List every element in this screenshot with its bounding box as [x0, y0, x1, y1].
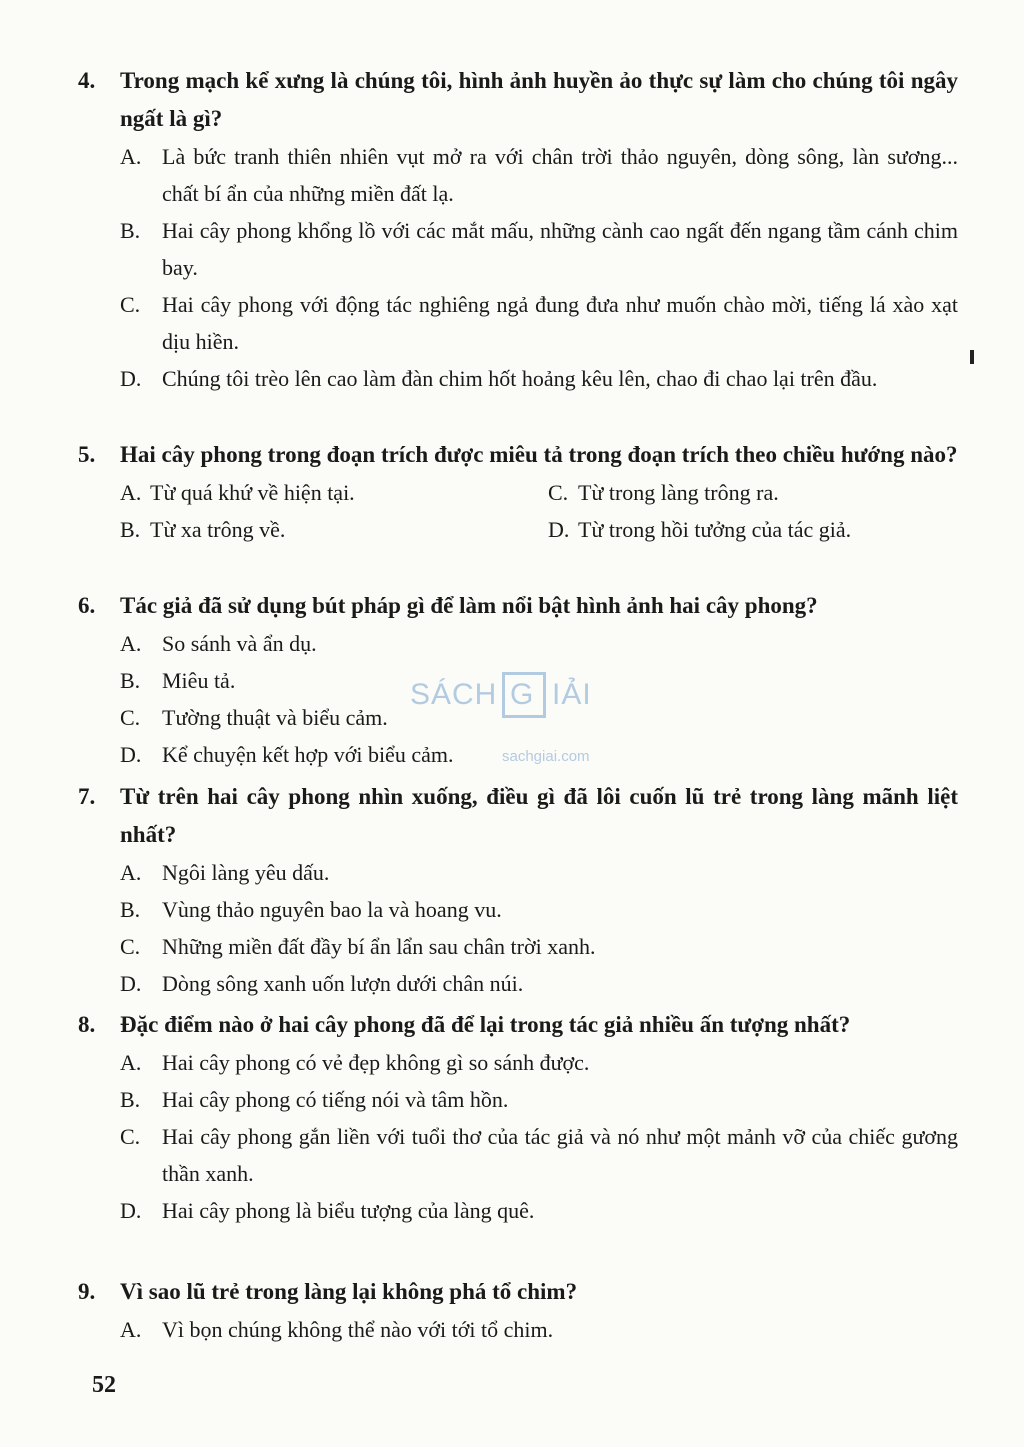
question-number: 7.: [78, 784, 96, 809]
option-a: [120, 625, 958, 662]
option-d: [548, 511, 958, 548]
option-letter: D.: [120, 366, 142, 391]
option-text: Vì bọn chúng không thể nào với tới tổ chim.: [162, 1317, 554, 1342]
options-list: [120, 1311, 958, 1348]
question-number: 5.: [78, 442, 96, 467]
option-c: [120, 1118, 958, 1192]
option-letter: C.: [120, 934, 141, 959]
option-text: Hai cây phong gắn liền với tuổi thơ của tác giả và nó như một mảnh vỡ của chiếc gương thần xanh.: [162, 1124, 958, 1186]
option-text: Tường thuật và biểu cảm.: [162, 705, 388, 730]
option-a: [120, 854, 958, 891]
option-b: [120, 891, 958, 928]
options-list: [120, 1044, 958, 1229]
watermark-logo: [410, 672, 620, 772]
option-text: Vùng thảo nguyên bao la và hoang vu.: [162, 897, 502, 922]
question-8: [78, 1006, 958, 1229]
option-text: Ngôi làng yêu dấu.: [162, 860, 330, 885]
option-c: [120, 928, 958, 965]
option-letter: B.: [120, 517, 141, 542]
option-text: Từ xa trông về.: [150, 517, 286, 542]
option-letter: A.: [120, 144, 142, 169]
options-grid: [120, 474, 958, 548]
question-number: 8.: [78, 1012, 96, 1037]
option-text: Từ trong hồi tưởng của tác giả.: [578, 517, 852, 542]
option-text: Miêu tả.: [162, 668, 236, 693]
option-letter: B.: [120, 668, 141, 693]
option-c: [120, 286, 958, 360]
question-text: Hai cây phong trong đoạn trích được miêu tả trong đoạn trích theo chiều hướng nào?: [120, 442, 958, 467]
option-text: Hai cây phong có tiếng nói và tâm hồn.: [162, 1087, 509, 1112]
options-list: [120, 854, 958, 1002]
option-letter: D.: [120, 971, 142, 996]
question-text: Đặc điểm nào ở hai cây phong đã để lại trong tác giả nhiều ấn tượng nhất?: [120, 1012, 851, 1037]
question-7: [78, 778, 958, 1002]
option-letter: A.: [120, 1050, 142, 1075]
question-number: 6.: [78, 593, 96, 618]
watermark-subtext: sachgiai.com: [502, 748, 590, 765]
watermark-text-box: G: [510, 678, 535, 711]
option-b: [120, 212, 958, 286]
margin-mark: [970, 350, 974, 364]
option-a: [120, 138, 958, 212]
option-text: Kể chuyện kết hợp với biểu cảm.: [162, 742, 454, 767]
option-letter: B.: [120, 1087, 141, 1112]
option-text: Chúng tôi trèo lên cao làm đàn chim hốt hoảng kêu lên, chao đi chao lại trên đầu.: [162, 366, 878, 391]
option-letter: C.: [120, 292, 141, 317]
option-letter: A.: [120, 860, 142, 885]
option-letter: D.: [548, 517, 570, 542]
option-text: Hai cây phong với động tác nghiêng ngả đung đưa như muốn chào mời, tiếng lá xào xạt dịu hiền.: [162, 292, 958, 354]
options-list: [120, 138, 958, 397]
option-d: [120, 1192, 958, 1229]
option-letter: C.: [120, 705, 141, 730]
option-letter: A.: [120, 631, 142, 656]
option-text: Hai cây phong có vẻ đẹp không gì so sánh được.: [162, 1050, 590, 1075]
option-letter: C.: [548, 480, 569, 505]
option-letter: A.: [120, 480, 142, 505]
question-number: 4.: [78, 68, 96, 93]
option-letter: A.: [120, 1317, 142, 1342]
option-a: [120, 1044, 958, 1081]
question-text: Trong mạch kể xưng là chúng tôi, hình ảnh huyền ảo thực sự làm cho chúng tôi ngây ngất là gì?: [120, 68, 958, 131]
option-b: [120, 511, 548, 548]
question-number: 9.: [78, 1279, 96, 1304]
question-5: [78, 436, 958, 548]
question-text: Vì sao lũ trẻ trong làng lại không phá tổ chim?: [120, 1279, 578, 1304]
option-text: Là bức tranh thiên nhiên vụt mở ra với chân trời thảo nguyên, dòng sông, làn sương... chất bí ẩn của những miền đất lạ.: [162, 144, 958, 206]
option-letter: D.: [120, 742, 142, 767]
option-text: Dòng sông xanh uốn lượn dưới chân núi.: [162, 971, 524, 996]
question-4: [78, 62, 958, 397]
option-letter: D.: [120, 1198, 142, 1223]
option-text: Từ trong làng trông ra.: [578, 480, 779, 505]
watermark-text-left: SÁCH: [410, 678, 498, 711]
question-text: Tác giả đã sử dụng bút pháp gì để làm nổi bật hình ảnh hai cây phong?: [120, 593, 818, 618]
option-d: [120, 360, 958, 397]
page-number: 52: [92, 1372, 116, 1398]
option-text: Những miền đất đầy bí ẩn lẩn sau chân trời xanh.: [162, 934, 596, 959]
option-letter: C.: [120, 1124, 141, 1149]
option-b: [120, 1081, 958, 1118]
option-text: Hai cây phong khổng lồ với các mắt mấu, những cành cao ngất đến ngang tầm cánh chim bay.: [162, 218, 958, 280]
option-text: So sánh và ẩn dụ.: [162, 631, 317, 656]
question-9: [78, 1273, 958, 1348]
option-text: Hai cây phong là biểu tượng của làng quê.: [162, 1198, 535, 1223]
option-c: [548, 474, 958, 511]
question-text: Từ trên hai cây phong nhìn xuống, điều gì đã lôi cuốn lũ trẻ trong làng mãnh liệt nhất?: [120, 784, 958, 847]
option-a: [120, 1311, 958, 1348]
watermark-text-right: IẢI: [552, 678, 592, 711]
option-letter: B.: [120, 218, 141, 243]
option-a: [120, 474, 548, 511]
option-text: Từ quá khứ về hiện tại.: [150, 480, 355, 505]
option-letter: B.: [120, 897, 141, 922]
option-d: [120, 965, 958, 1002]
